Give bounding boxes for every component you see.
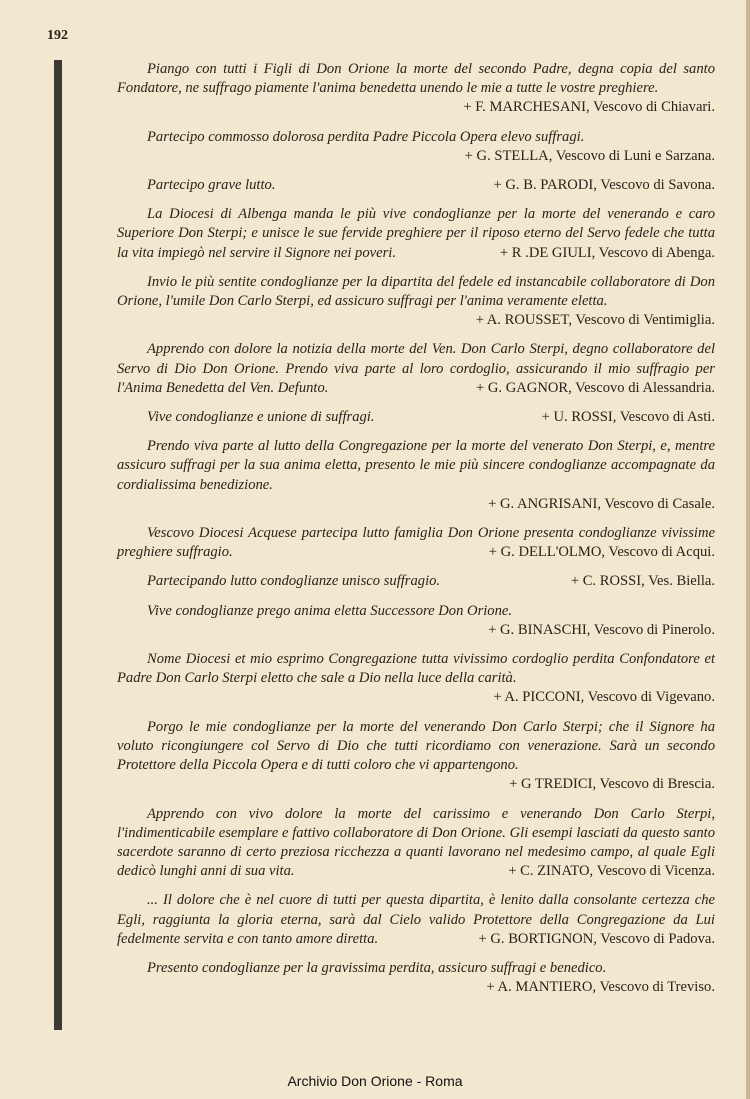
condolence-entry xyxy=(117,891,715,949)
condolence-entry xyxy=(117,205,715,263)
signature: + U. ROSSI, Vescovo di Asti. xyxy=(541,409,715,426)
signature: + G. BORTIGNON, Vescovo di Padova. xyxy=(478,930,715,947)
condolence-entry xyxy=(117,650,715,708)
condolence-entry xyxy=(117,959,715,997)
condolence-entry xyxy=(117,128,715,166)
condolence-entry xyxy=(117,273,715,331)
condolence-text: La Diocesi di Albenga manda le più vive condoglianze per la morte del venerando e caro Superiore Don Sterpi; e unisce le sue fervide preghiere per il riposo eterno del Servo fedele che tutta la vita impiegò nel servire il Signore nei poveri. xyxy=(117,206,715,261)
signature: + G TREDICI, Vescovo di Brescia. xyxy=(509,776,715,793)
condolence-list xyxy=(117,60,715,1007)
condolence-entry xyxy=(117,60,715,118)
signature: + G. DELL'OLMO, Vescovo di Acqui. xyxy=(488,544,715,561)
condolence-text: Piango con tutti i Figli di Don Orione la morte del secondo Padre, degna copia del santo Fondatore, ne suffrago piamente l'anima benedetta unendo le mie a tutte le vostre preghiere. xyxy=(117,61,715,97)
signature: + R .DE GIULI, Vescovo di Abenga. xyxy=(499,244,715,261)
condolence-text: Partecipo commosso dolorosa perdita Padre Piccola Opera elevo suffragi. xyxy=(147,128,585,145)
signature: + G. BINASCHI, Vescovo di Pinerolo. xyxy=(488,621,715,638)
signature: + G. B. PARODI, Vescovo di Savona. xyxy=(493,177,715,194)
condolence-entry xyxy=(117,718,715,795)
condolence-text: Vive condoglianze prego anima eletta Successore Don Orione. xyxy=(147,602,513,619)
condolence-entry xyxy=(117,572,715,591)
condolence-entry xyxy=(117,805,715,882)
signature: + C. ROSSI, Ves. Biella. xyxy=(570,573,715,590)
signature: + G. GAGNOR, Vescovo di Alessandria. xyxy=(475,379,715,396)
signature: + A. ROUSSET, Vescovo di Ventimiglia. xyxy=(475,312,715,329)
condolence-entry xyxy=(117,437,715,514)
condolence-text: Invio le più sentite condoglianze per la dipartita del fedele ed instancabile collaboratore di Don Orione, l'umile Don Carlo Sterpi, ed assicuro suffragi per l'anima veramente eletta. xyxy=(117,273,715,310)
condolence-text: Partecipando lutto condoglianze unisco suffragio. xyxy=(147,573,441,590)
archive-footer: Archivio Don Orione - Roma xyxy=(287,1073,463,1089)
signature: + C. ZINATO, Vescovo di Vicenza. xyxy=(508,863,715,880)
condolence-text: Vescovo Diocesi Acquese partecipa lutto famiglia Don Orione presenta condoglianze vivissime preghiere suffragio. xyxy=(117,525,715,561)
condolence-text: Apprendo con dolore la notizia della morte del Ven. Don Carlo Sterpi, degno collaboratore del Servo di Dio Don Orione. Prendo viva parte al loro cordoglio, assicurando il mio suffragio per l'Anima Benedetta del Ven. Defunto. xyxy=(117,341,715,396)
margin-bar xyxy=(54,60,62,1030)
condolence-text: Presento condoglianze per la gravissima perdita, assicuro suffragi e benedico. xyxy=(147,959,607,976)
condolence-text: Partecipo grave lutto. xyxy=(147,177,276,194)
condolence-entry xyxy=(117,340,715,398)
signature: + F. MARCHESANI, Vescovo di Chiavari. xyxy=(463,99,715,116)
condolence-text: Prendo viva parte al lutto della Congregazione per la morte del venerato Don Sterpi, e, mentre assicuro suffragi per la sua anima eletta, presento le mie più sincere condoglianze accompagnate da cordialissima benedizione. xyxy=(117,438,715,493)
signature: + A. PICCONI, Vescovo di Vigevano. xyxy=(493,689,715,706)
signature: + G. STELLA, Vescovo di Luni e Sarzana. xyxy=(464,147,715,164)
signature: + G. ANGRISANI, Vescovo di Casale. xyxy=(488,495,715,512)
signature: + A. MANTIERO, Vescovo di Treviso. xyxy=(486,979,715,996)
page-number: 192 xyxy=(47,28,68,43)
condolence-text: Vive condoglianze e unione di suffragi. xyxy=(147,409,375,426)
page-edge xyxy=(746,0,750,1099)
condolence-text: Porgo le mie condoglianze per la morte del venerando Don Carlo Sterpi; che il Signore ha voluto ricongiungere col Servo di Dio che tutti ricordiamo con venerazione. Sarà un secondo Protettore della Piccola Opera e di tutti coloro che vi appartengono. xyxy=(117,718,715,774)
condolence-entry xyxy=(117,524,715,562)
condolence-text: Nome Diocesi et mio esprimo Congregazione tutta vivissimo cordoglio perdita Confondatore et Padre Don Carlo Sterpi eletto che sale a Dio nella luce della carità. xyxy=(117,651,715,687)
condolence-entry xyxy=(117,408,715,427)
condolence-entry xyxy=(117,602,715,640)
condolence-entry xyxy=(117,176,715,195)
condolence-text: Apprendo con vivo dolore la morte del carissimo e venerando Don Carlo Sterpi, l'indimenticabile esemplare e fattivo collaboratore di Don Orione. Gli esempi lasciati da questo santo sacerdote saranno di certo preziosa ricchezza a quanti lavorano nel medesimo campo, al quale Egli dedicò lunghi anni di sua vita. xyxy=(117,805,715,880)
condolence-text: ... Il dolore che è nel cuore di tutti per questa dipartita, è lenito dalla consolante certezza che Egli, raggiunta la gloria eterna, sarà dal Cielo valido Protettore della Congregazione da Lui fedelmente servita e con tanto amore diretta. xyxy=(117,892,715,947)
